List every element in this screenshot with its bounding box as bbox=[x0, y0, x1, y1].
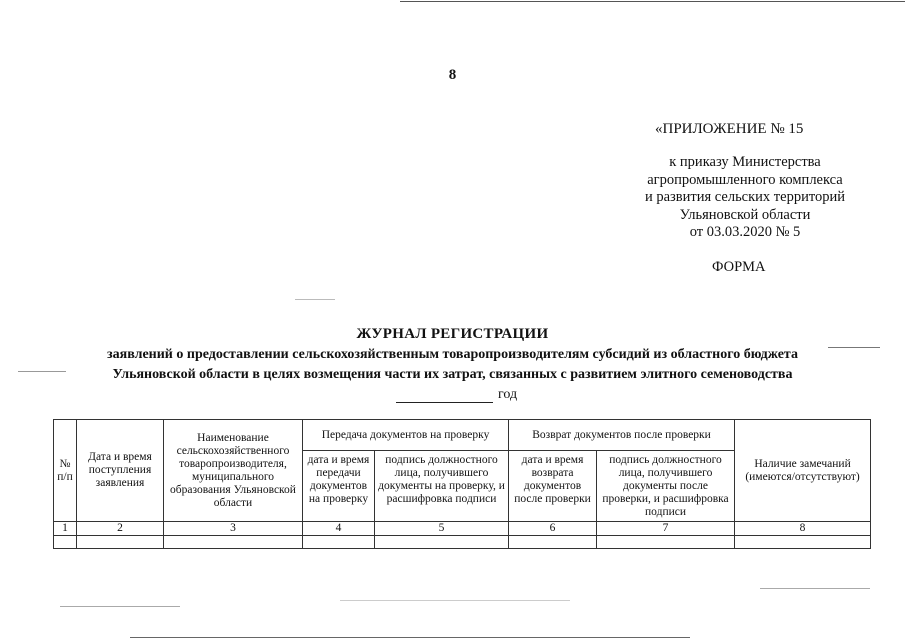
table-cell bbox=[303, 536, 375, 549]
scan-artifact bbox=[295, 299, 335, 300]
order-line: к приказу Министерства bbox=[669, 154, 821, 170]
header-date: Дата и время поступления заявления bbox=[77, 420, 164, 522]
header-return-date: дата и время возврата документов после проверки bbox=[509, 451, 597, 522]
column-number: 3 bbox=[164, 522, 303, 536]
scan-artifact bbox=[828, 347, 880, 348]
table-row bbox=[54, 536, 871, 549]
header-transfer-sign: подпись должностного лица, получившего документы на проверку, и расшифровка подписи bbox=[375, 451, 509, 522]
table-cell bbox=[164, 536, 303, 549]
column-number: 4 bbox=[303, 522, 375, 536]
order-line: и развития сельских территорий bbox=[644, 189, 845, 205]
order-reference bbox=[600, 154, 890, 242]
scan-artifact bbox=[340, 600, 570, 601]
registration-table bbox=[53, 419, 871, 549]
journal-title: ЖУРНАЛ РЕГИСТРАЦИИ bbox=[356, 326, 549, 342]
header-name: Наименование сельскохозяйственного товаропроизводителя, муниципального образования Ульяновской области bbox=[164, 420, 303, 522]
journal-subtitle-line: Ульяновской области в целях возмещения части их затрат, связанных с развитием элитного семеноводства bbox=[112, 367, 793, 382]
table-cell bbox=[735, 536, 871, 549]
year-blank-line bbox=[396, 388, 493, 403]
page-number: 8 bbox=[448, 67, 457, 83]
scan-artifact bbox=[130, 637, 690, 638]
table-cell bbox=[54, 536, 77, 549]
table-cell bbox=[77, 536, 164, 549]
header-return-group: Возврат документов после проверки bbox=[509, 420, 735, 451]
column-number: 1 bbox=[54, 522, 77, 536]
table-cell bbox=[597, 536, 735, 549]
table-cell bbox=[509, 536, 597, 549]
order-line: Ульяновской области bbox=[679, 206, 811, 223]
scan-artifact bbox=[60, 606, 180, 607]
year-label: год bbox=[498, 387, 518, 402]
column-number: 2 bbox=[77, 522, 164, 536]
journal-subtitle-line: заявлений о предоставлении сельскохозяйственным товаропроизводителям субсидий из областного бюджета bbox=[107, 347, 798, 362]
table-cell bbox=[375, 536, 509, 549]
scan-artifact bbox=[18, 371, 66, 372]
header-transfer-date: дата и время передачи документов на проверку bbox=[303, 451, 375, 522]
order-line: от 03.03.2020 № 5 bbox=[689, 224, 801, 240]
journal-subtitle bbox=[40, 345, 865, 385]
header-transfer-group: Передача документов на проверку bbox=[303, 420, 509, 451]
scan-artifact bbox=[760, 588, 870, 589]
order-line: агропромышленного комплекса bbox=[647, 171, 843, 188]
appendix-title: «ПРИЛОЖЕНИЕ № 15 bbox=[655, 121, 804, 137]
column-number: 6 bbox=[509, 522, 597, 536]
scan-artifact bbox=[400, 1, 905, 2]
header-return-sign: подпись должностного лица, получившего документы после проверки, и расшифровка подписи bbox=[597, 451, 735, 522]
column-number: 7 bbox=[597, 522, 735, 536]
header-num: № п/п bbox=[54, 420, 77, 522]
column-number: 5 bbox=[375, 522, 509, 536]
column-number: 8 bbox=[735, 522, 871, 536]
header-remarks: Наличие замечаний (имеются/отсутствуют) bbox=[735, 420, 871, 522]
form-label: ФОРМА bbox=[712, 259, 766, 275]
